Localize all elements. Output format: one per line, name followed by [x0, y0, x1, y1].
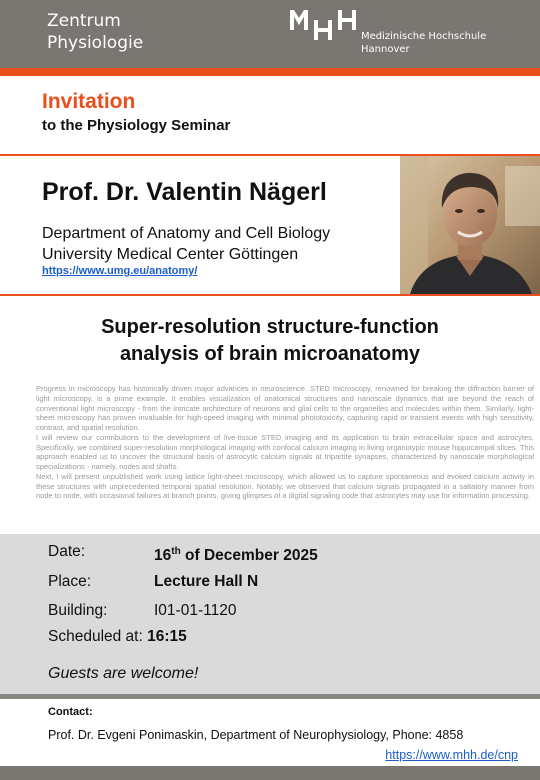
- abstract-paragraph: I will review our contributions to the development of live-tissue STED imaging and its application to brain extracellular space and astrocytes. Specifically, we combined super-resolution morphological imaging with confocal calcium imaging in living organotypic mouse hippocampal slices. This approach enabled us to uncover the structural basis of astrocytic calcium signals at tripartite synapses, characterized by nanoscale morphological specializations - namely, nodes and shafts.: [36, 432, 534, 471]
- place-value: Lecture Hall N: [154, 573, 259, 590]
- speaker-portrait-image: [400, 156, 540, 294]
- university-name: [361, 30, 486, 56]
- date-month-year: of December 2025: [180, 547, 318, 564]
- building-label: Building:: [48, 602, 108, 619]
- contact-text: Prof. Dr. Evgeni Ponimaskin, Department of Neurophysiology, Phone: 4858: [48, 728, 464, 742]
- time-value: 16:15: [147, 628, 187, 645]
- contact-label: Contact:: [48, 706, 93, 718]
- time-row: [48, 627, 187, 647]
- place-label: Place:: [48, 573, 92, 590]
- institute-name-line1: Zentrum: [47, 11, 121, 31]
- university-name-line2: Hannover: [361, 44, 410, 55]
- talk-title: [0, 314, 540, 368]
- contact-link[interactable]: https://www.mhh.de/cnp: [385, 748, 518, 762]
- talk-title-line2: analysis of brain microanatomy: [119, 343, 421, 365]
- contact-block: [48, 705, 518, 763]
- mhh-logo: [290, 8, 356, 42]
- institute-name-line2: Physiologie: [47, 33, 144, 53]
- building-value: I01-01-1120: [154, 602, 237, 619]
- speaker-link[interactable]: https://www.umg.eu/anatomy/: [42, 265, 198, 277]
- talk-abstract: [36, 384, 534, 501]
- abstract-paragraph: Progress in microscopy has historically driven major advances in neuroscience. STED microscopy, renowned for breaking the diffraction barrier of light microscopy, is a prime example. It enables visualization of anatomical structures and nanoscale dynamics that are beyond the reach of conventional light microscopy - from the intricate architecture of neurons and glial cells to the organelles and molecules within them. Similarly, light-sheet microscopy has proven invaluable for high-speed imaging with minimal phototoxicity, capturing rapid or transient events with high sensitivity, contrast, and spatial resolution.: [36, 384, 534, 432]
- speaker-name: Prof. Dr. Valentin Nägerl: [42, 178, 327, 206]
- speaker-institution: University Medical Center Göttingen: [42, 246, 299, 263]
- invitation-heading: Invitation: [42, 90, 136, 113]
- building-row: [48, 601, 237, 621]
- institute-name: [47, 10, 143, 54]
- invitation-block: [42, 90, 230, 136]
- footer-stripe: [0, 766, 540, 780]
- divider-bar: [0, 694, 540, 699]
- date-day: 16: [154, 547, 172, 564]
- speaker-department: Department of Anatomy and Cell Biology: [42, 225, 331, 242]
- date-label: Date:: [48, 543, 86, 560]
- university-name-line1: Medizinische Hochschule: [361, 31, 487, 42]
- date-value: [154, 542, 318, 566]
- event-details: [0, 534, 540, 694]
- invitation-subheading: to the Physiology Seminar: [42, 117, 231, 134]
- header-bar: [0, 0, 540, 68]
- accent-bar: [0, 68, 540, 76]
- talk-title-line1: Super-resolution structure-function: [101, 316, 439, 338]
- abstract-paragraph: Next, I will present unpublished work using lattice light-sheet microscopy, which allowed us to capture spontaneous and evoked calcium activity in these structures with unprecedented temporal spatial resolution. Notably, we observed that calcium signals propagated in a saltatory manner from node to node, with occasional failures at branch points, giving glimpses of a digital signaling code that astrocytes may use for information processing.: [36, 471, 534, 501]
- place-row: [48, 572, 259, 592]
- date-suffix: th: [171, 546, 181, 557]
- time-label: Scheduled at:: [48, 628, 143, 645]
- speaker-photo: [400, 156, 540, 294]
- speaker-affiliation: [42, 223, 330, 265]
- guests-note: Guests are welcome!: [48, 665, 199, 682]
- date-row: [48, 542, 318, 564]
- speaker-block: [0, 154, 540, 296]
